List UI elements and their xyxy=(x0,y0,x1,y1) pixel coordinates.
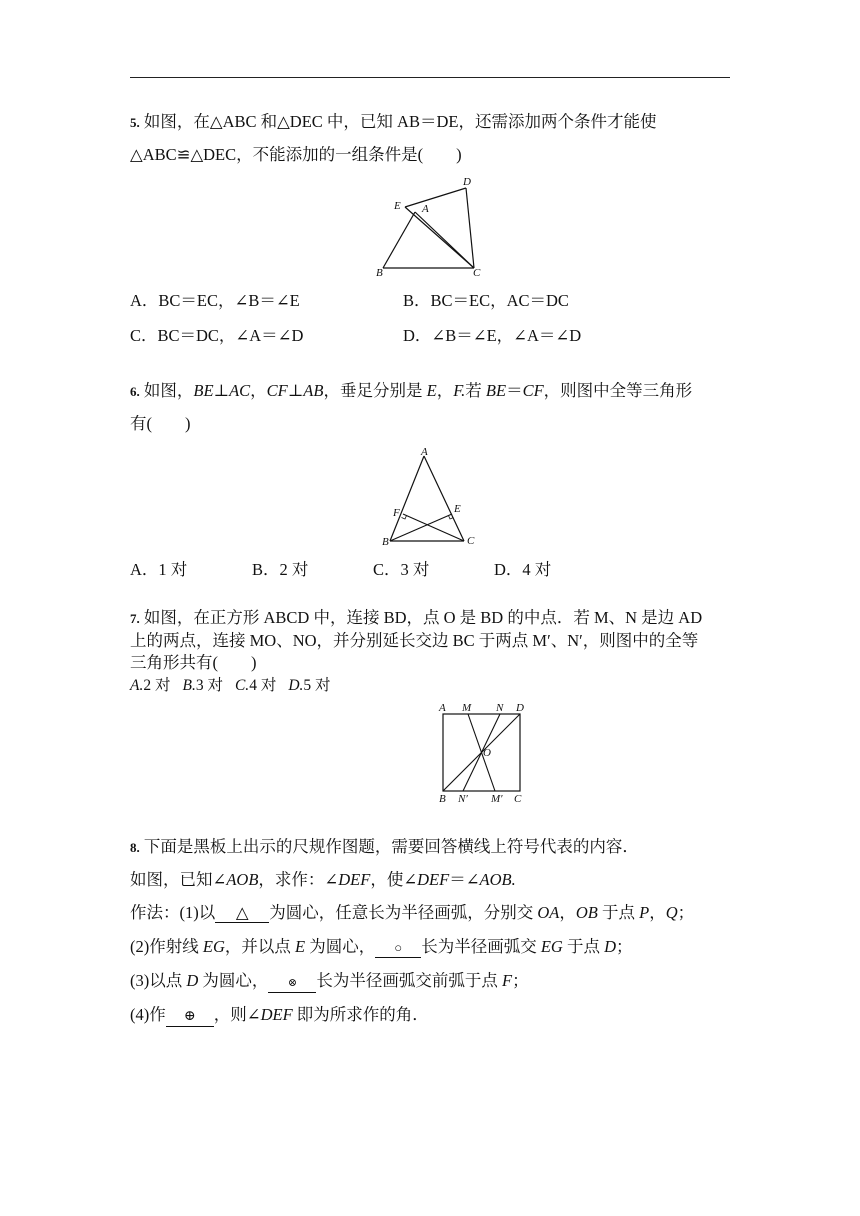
q8-step-part: (3)以点 xyxy=(130,971,187,990)
q7-label-b: B xyxy=(439,793,446,805)
q8-step-part: D xyxy=(604,937,617,956)
q7-number: 7. xyxy=(130,611,140,626)
q7-segment-nn2 xyxy=(463,714,500,791)
q7-label-n: N xyxy=(496,702,504,714)
q5-text-line-1 xyxy=(130,111,656,134)
q6-stem-part: CF xyxy=(266,381,288,400)
q8-step-part: 为圆心，任意长为半径画弧，分别交 xyxy=(269,903,538,922)
q6-stem-part: ⊥ xyxy=(287,381,304,400)
q8-step-part: ， xyxy=(559,903,576,922)
q6-stem-part: 若 xyxy=(465,381,486,400)
q5-stem-1: 如图，在△ABC 和△DEC 中，已知 AB＝DE，还需添加两个条件才能使 xyxy=(143,112,657,131)
q7-label-a: A xyxy=(439,702,446,714)
q8-stem-part: DEF xyxy=(338,870,371,889)
q7-option-a-text: 2 对 xyxy=(143,677,171,694)
q8-step-part: EG xyxy=(202,937,225,956)
q7-stem-1: 如图，在正方形 ABCD 中，连接 BD，点 O 是 BD 的中点．若 M、N 是边 AD xyxy=(143,608,703,627)
q8-step-1 xyxy=(130,902,694,924)
q8-stem-part: 如图，已知∠ xyxy=(130,870,227,889)
q8-step-part: EG xyxy=(540,937,563,956)
q8-step-4 xyxy=(130,1004,429,1027)
q8-step-part: ，并以点 xyxy=(224,937,295,956)
q7-label-d: D xyxy=(516,702,524,714)
q5-figure xyxy=(370,172,490,280)
q6-stem-part: E xyxy=(426,381,437,400)
q8-text-line-2 xyxy=(130,869,516,891)
q8-step-part: 为圆心， xyxy=(305,937,376,956)
q8-step-part: ； xyxy=(677,903,695,922)
q6-segment-ac xyxy=(424,456,464,541)
q7-text-line-3 xyxy=(130,652,257,674)
q6-text-line-1 xyxy=(130,380,692,403)
q5-option-b: B．BC＝EC，AC＝DC xyxy=(403,291,569,310)
q7-stem-3: 三角形共有( ) xyxy=(130,653,257,672)
q6-right-angle-f xyxy=(402,516,407,520)
q8-step-part: (2)作射线 xyxy=(130,937,203,956)
q6-label-e: E xyxy=(454,503,461,515)
q6-label-c: C xyxy=(467,535,475,547)
q8-blank-circled-plus: ⊕ xyxy=(166,1008,214,1027)
q8-step-part: DEF xyxy=(260,1005,293,1024)
q8-stem-part: AOB xyxy=(226,870,259,889)
q6-stem-2: 有( ) xyxy=(130,414,191,433)
q5-label-e: E xyxy=(394,200,401,212)
q5-label-b: B xyxy=(376,267,383,279)
q8-stem-part: ，使∠ xyxy=(370,870,418,889)
q8-step-part: 作法：(1)以 xyxy=(130,903,216,922)
q7-text-line-1 xyxy=(130,607,702,630)
q7-label-o: O xyxy=(483,747,491,759)
q8-stem-1: 下面是黑板上出示的尺规作图题，需要回答横线上符号代表的内容． xyxy=(143,837,639,856)
q7-option-c-letter: C. xyxy=(234,677,250,694)
q7-option-b-text: 3 对 xyxy=(195,677,223,694)
q5-number: 5. xyxy=(130,115,140,130)
q8-blank-circle: ○ xyxy=(375,939,421,958)
q6-option-d: D．4 对 xyxy=(494,560,552,579)
q5-segment-ec xyxy=(405,207,474,268)
q8-step-part: Q xyxy=(665,903,678,922)
q8-step-3 xyxy=(130,970,529,993)
q6-stem-part: CF xyxy=(522,381,544,400)
q7-option-d-text: 5 对 xyxy=(303,677,331,694)
q8-step-part: ； xyxy=(616,937,633,956)
q7-option-d-letter: D. xyxy=(288,677,304,694)
q8-step-part: (4)作 xyxy=(130,1005,166,1024)
q5-label-c: C xyxy=(473,267,481,279)
q5-option-d: D．∠B＝∠E，∠A＝∠D xyxy=(403,326,582,345)
q6-stem-part: AB xyxy=(303,381,324,400)
q7-stem-2: 上的两点，连接 MO、NO，并分别延长交边 BC 于两点 M′、N′，则图中的全等 xyxy=(130,631,699,650)
header-rule xyxy=(130,77,730,78)
q6-stem-part: AC xyxy=(229,381,251,400)
q7-label-n-prime: N′ xyxy=(458,793,468,805)
q5-segment-dc xyxy=(466,188,474,268)
q8-step-part: ，则∠ xyxy=(213,1005,261,1024)
q8-step-part: 长为半径画弧交前弧于点 xyxy=(316,971,503,990)
q8-step-part: E xyxy=(295,937,306,956)
q8-number: 8. xyxy=(130,840,140,855)
q8-step-part: OA xyxy=(537,903,560,922)
q7-label-m-prime: M′ xyxy=(491,793,503,805)
q8-stem-part: DEF xyxy=(417,870,450,889)
q6-stem-part: ，垂足分别是 xyxy=(323,381,427,400)
q5-label-d: D xyxy=(463,176,471,188)
q8-step-part: D xyxy=(186,971,199,990)
q5-segment-ba xyxy=(383,212,415,268)
q6-label-a: A xyxy=(421,446,428,458)
q8-step-part: OB xyxy=(575,903,598,922)
q6-stem-part: 如图， xyxy=(143,381,194,400)
q6-text-line-2 xyxy=(130,413,191,435)
q8-step-part: ； xyxy=(512,971,529,990)
q5-label-a: A xyxy=(422,203,429,215)
q6-stem-part: BE xyxy=(193,381,214,400)
q8-step-part: 为圆心， xyxy=(198,971,269,990)
q6-option-a: A．1 对 xyxy=(130,560,188,579)
q6-option-b: B．2 对 xyxy=(252,560,309,579)
q6-stem-part: ， xyxy=(250,381,267,400)
q7-options xyxy=(130,675,331,697)
q6-option-c: C．3 对 xyxy=(373,560,430,579)
q6-stem-part: ⊥ xyxy=(213,381,230,400)
q8-step-part: ， xyxy=(649,903,666,922)
q5-option-a: A．BC＝EC，∠B＝∠E xyxy=(130,291,300,310)
q7-label-c: C xyxy=(514,793,522,805)
q8-step-part: F xyxy=(502,971,513,990)
q7-figure xyxy=(432,698,538,808)
q6-segment-cf xyxy=(403,514,464,541)
q6-stem-part: ，则图中全等三角形 xyxy=(543,381,693,400)
q7-option-b-letter: B. xyxy=(182,677,196,694)
q6-stem-part: ， xyxy=(436,381,454,400)
q8-step-part: 长为半径画弧交 xyxy=(421,937,541,956)
q8-step-part: 即为所求作的角． xyxy=(292,1005,429,1024)
q6-stem-part: ＝ xyxy=(506,381,523,400)
q6-figure xyxy=(378,444,482,550)
q8-step-part: 于点 xyxy=(597,903,640,922)
q7-label-m: M xyxy=(462,702,472,714)
q8-stem-part: AOB. xyxy=(479,870,516,889)
q8-blank-triangle: △ xyxy=(215,904,269,923)
q8-blank-circled-x: ⊗ xyxy=(268,974,316,993)
q5-option-c: C．BC＝DC，∠A＝∠D xyxy=(130,326,304,345)
q6-label-b: B xyxy=(382,536,389,548)
q7-option-a-letter: A. xyxy=(130,677,144,694)
q5-segment-ed xyxy=(405,188,466,207)
q5-text-line-2 xyxy=(130,144,462,166)
q8-step-2 xyxy=(130,936,633,958)
q8-step-part: P xyxy=(639,903,650,922)
q7-text-line-2 xyxy=(130,630,698,652)
q6-label-f: F xyxy=(393,507,400,519)
q8-text-line-1 xyxy=(130,836,639,859)
q8-stem-part: ，求作：∠ xyxy=(258,870,339,889)
q6-number: 6. xyxy=(130,384,140,399)
q5-stem-2: △ABC≌△DEC，不能添加的一组条件是( ) xyxy=(130,145,462,164)
q8-step-part: 于点 xyxy=(562,937,605,956)
q6-stem-part: BE xyxy=(485,381,507,400)
q8-stem-part: ＝∠ xyxy=(449,870,480,889)
q6-stem-part: F. xyxy=(453,381,466,400)
q7-option-c-text: 4 对 xyxy=(249,677,277,694)
